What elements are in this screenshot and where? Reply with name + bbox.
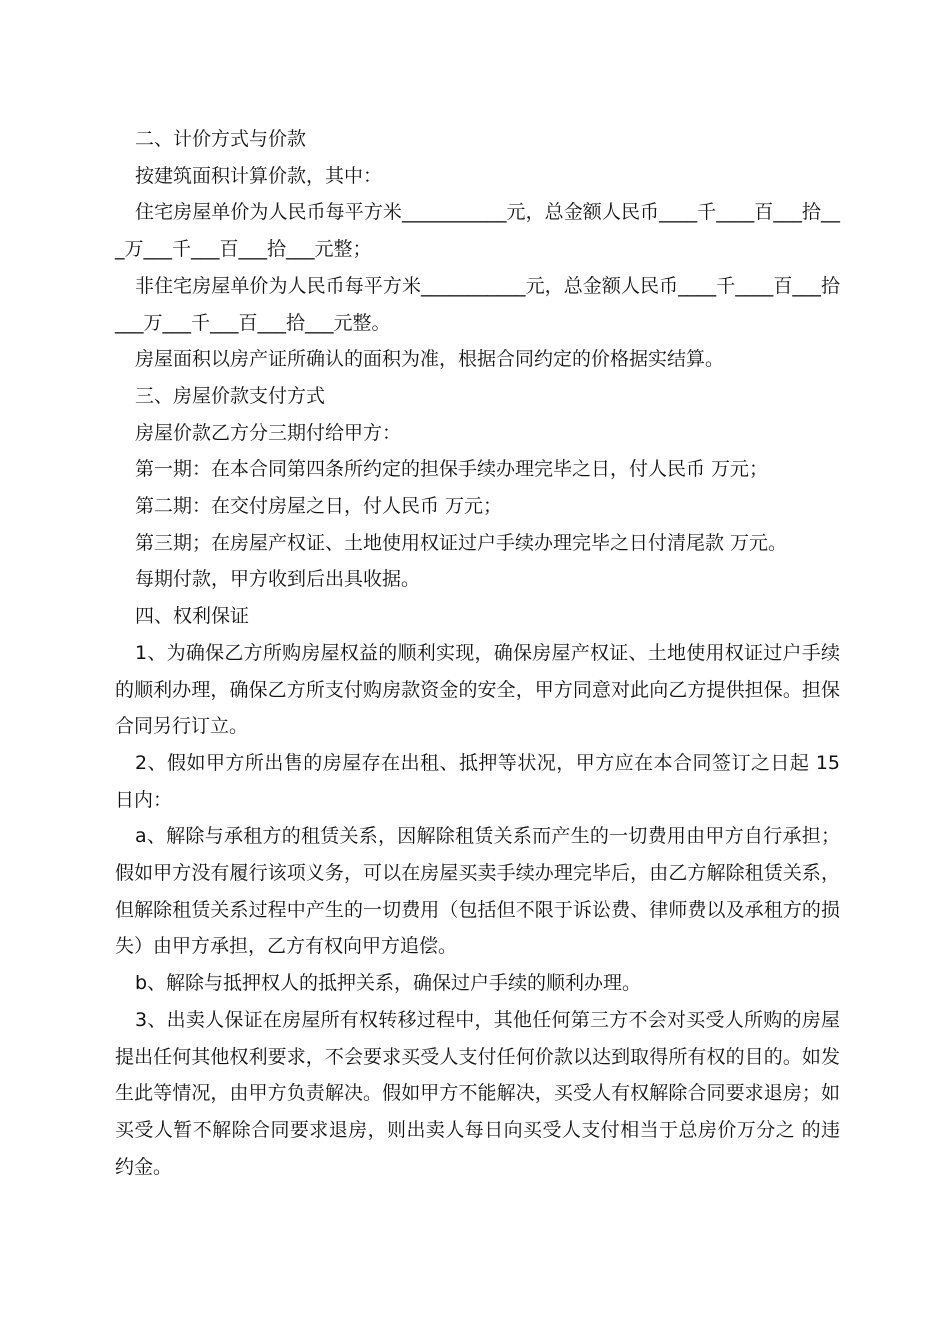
- section-heading-payment: 三、房屋价款支付方式: [135, 384, 326, 407]
- paragraph: 房屋面积以房产证所确认的面积为准，根据合同约定的价格据实结算。: [135, 348, 725, 371]
- paragraph: 第三期；在房屋产权证、土地使用权证过户手续办理完毕之日付清尾款 万元。: [135, 531, 788, 554]
- paragraph: 每期付款，甲方收到后出具收据。: [135, 568, 421, 591]
- paragraph: a、解除与承租方的租赁关系，因解除租赁关系而产生的一切费用由甲方自行承担；假如甲方没有履行该项义务，可以在房屋买卖手续办理完毕后，由乙方解除租赁关系，但解除租赁关系过程中产生的一切费用（包括但不限于诉讼费、律师费以及承租方的损失）由甲方承担，乙方有权向甲方追偿。: [115, 825, 840, 958]
- paragraph: 非住宅房屋单价为人民币每平方米___________元，总金额人民币____千____百___拾___万___千___百___拾___元整。: [115, 274, 840, 334]
- paragraph: 1、为确保乙方所购房屋权益的顺利实现，确保房屋产权证、土地使用权证过户手续的顺利办理，确保乙方所支付购房款资金的安全，甲方同意对此向乙方提供担保。担保合同另行订立。: [115, 641, 840, 738]
- paragraph: 房屋价款乙方分三期付给甲方：: [135, 421, 402, 444]
- paragraph: 3、出卖人保证在房屋所有权转移过程中，其他任何第三方不会对买受人所购的房屋提出任何其他权利要求，不会要求买受人支付任何价款以达到取得所有权的目的。如发生此等情况，由甲方负责解决。假如甲方不能解决，买受人有权解除合同要求退房；如买受人暂不解除合同要求退房，则出卖人每日向买受人支付相当于总房价万分之 的违约金。: [115, 1008, 840, 1178]
- section-heading-rights: 四、权利保证: [135, 605, 250, 628]
- paragraph: 第二期：在交付房屋之日，付人民币 万元；: [135, 495, 503, 518]
- paragraph: 按建筑面积计算价款，其中：: [135, 164, 383, 187]
- paragraph: 第一期：在本合同第四条所约定的担保手续办理完毕之日，付人民币 万元；: [135, 458, 769, 481]
- paragraph: 2、假如甲方所出售的房屋存在出租、抵押等状况，甲方应在本合同签订之日起 15日内：: [115, 751, 840, 811]
- document-body: [115, 121, 840, 1185]
- paragraph: 住宅房屋单价为人民币每平方米___________元，总金额人民币____千____百___拾___万___千___百___拾___元整；: [115, 201, 840, 261]
- paragraph: b、解除与抵押权人的抵押关系，确保过户手续的顺利办理。: [135, 972, 642, 995]
- section-heading-pricing: 二、计价方式与价款: [135, 128, 307, 150]
